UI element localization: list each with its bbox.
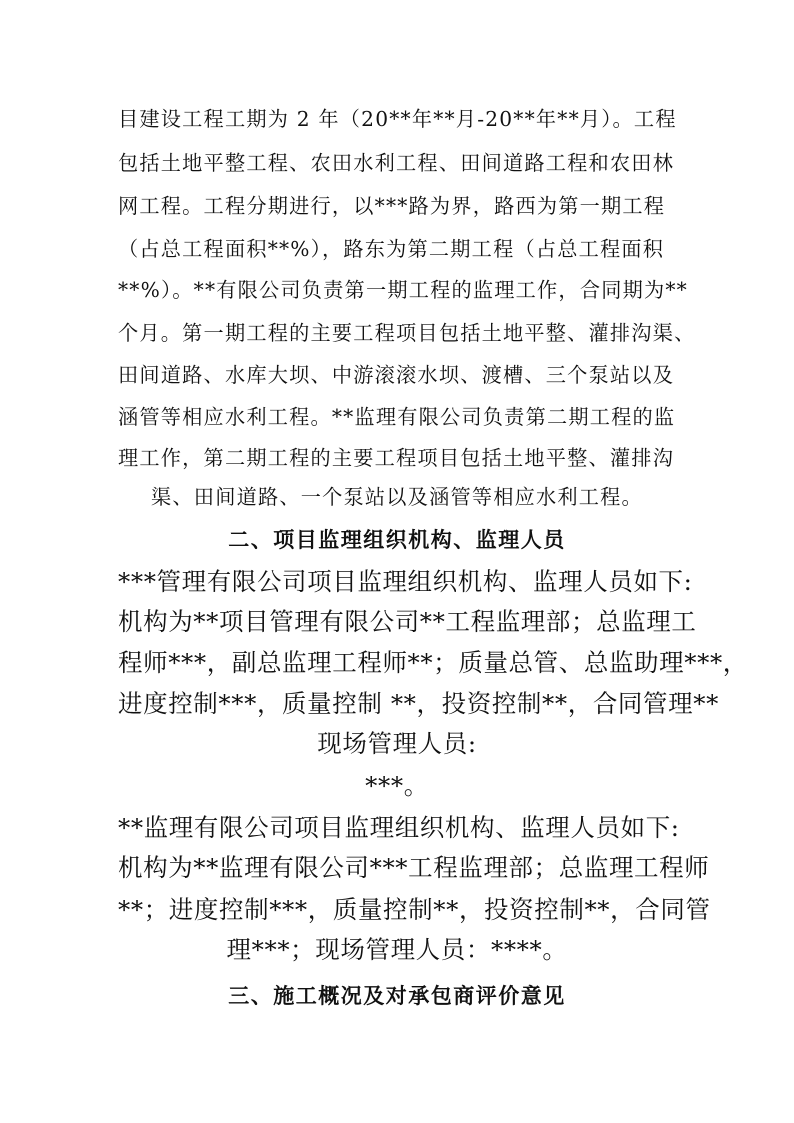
paragraph-line: 包括土地平整工程、农田水利工程、田间道路工程和农田林: [118, 151, 675, 175]
section-heading-2: 二、项目监理组织机构、监理人员: [228, 528, 566, 552]
section-line: **；进度控制***，质量控制**，投资控制**，合同管: [118, 895, 711, 924]
paragraph-line: 田间道路、水库大坝、中游滚滚水坝、渡槽、三个泵站以及: [118, 363, 675, 387]
paragraph-line: 渠、田间道路、一个泵站以及涵管等相应水利工程。: [151, 485, 643, 509]
paragraph-line: **%）。**有限公司负责第一期工程的监理工作，合同期为**: [118, 278, 688, 302]
paragraph-line: 理工作，第二期工程的主要工程项目包括土地平整、灌排沟: [118, 446, 675, 470]
section-line: 理***；现场管理人员：****。: [226, 935, 568, 964]
section-heading-3: 三、施工概况及对承包商评价意见: [228, 984, 566, 1008]
paragraph-line: （占总工程面积**%），路东为第二期工程（占总工程面积: [118, 237, 665, 261]
paragraph-line: 网工程。工程分期进行，以***路为界，路西为第一期工程: [118, 194, 666, 218]
paragraph-line: 涵管等相应水利工程。**监理有限公司负责第二期工程的监: [118, 405, 676, 429]
paragraph-line: 目建设工程工期为 2 年（20**年**月-20**年**月）。工程: [118, 107, 677, 131]
section-line: 机构为**监理有限公司***工程监理部；总监理工程师: [118, 853, 710, 882]
section-line: 现场管理人员:: [317, 729, 477, 758]
paragraph-line: 个月。第一期工程的主要工程项目包括土地平整、灌排沟渠、: [118, 321, 696, 345]
section-line: ***。: [365, 771, 429, 800]
section-line: 进度控制***，质量控制 **，投资控制**，合同管理**: [118, 689, 719, 718]
section-line: 程师***，副总监理工程师**；质量总管、总监助理***，: [118, 648, 748, 677]
section-line: 机构为**项目管理有限公司**工程监理部；总监理工: [118, 607, 697, 636]
section-line: **监理有限公司项目监理组织机构、监理人员如下:: [118, 813, 680, 842]
section-line: ***管理有限公司项目监理组织机构、监理人员如下:: [118, 567, 693, 596]
